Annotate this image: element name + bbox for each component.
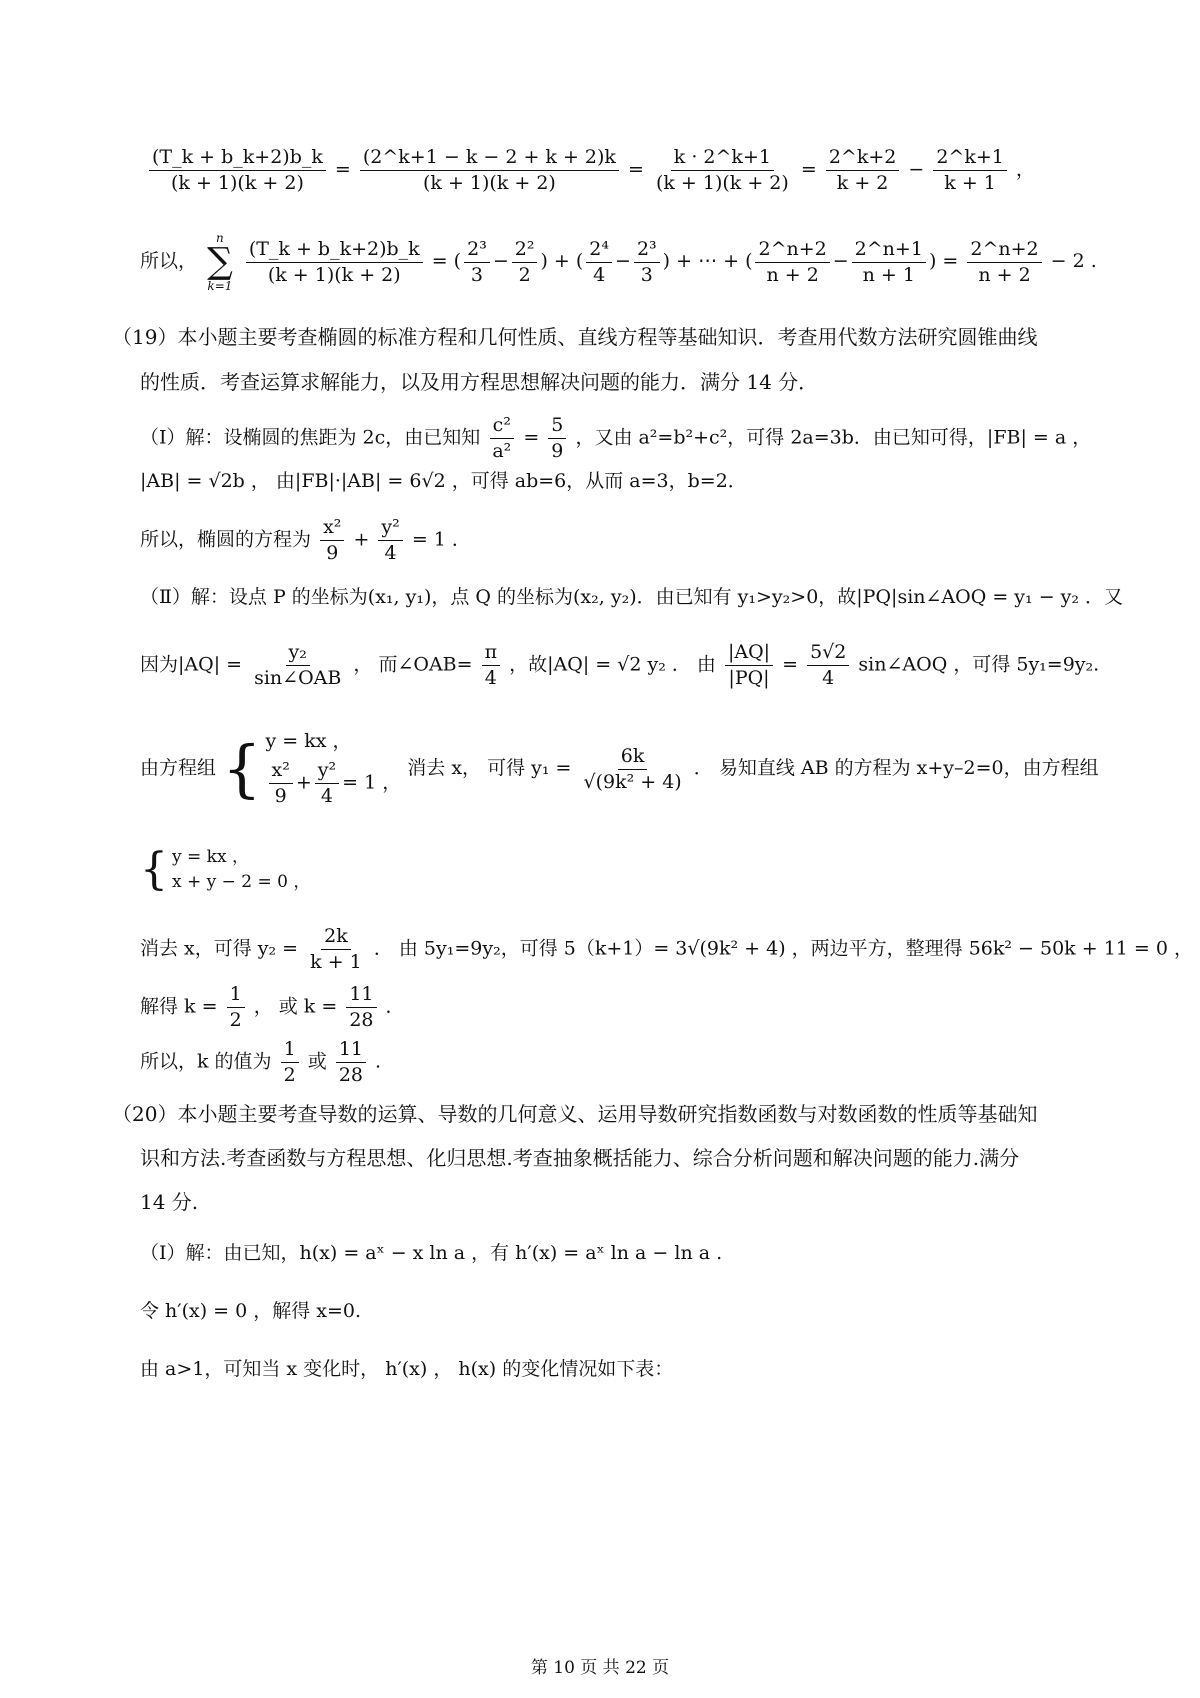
fraction: $\frac{(T\_k + b\_k+2)b\_k}{(k + 1)(k + 2)}$ — [246, 240, 423, 285]
equation-system: { y = kx ， x + y − 2 = 0 ， — [140, 844, 311, 895]
fraction: $\frac{1}{2}$ — [227, 985, 245, 1030]
q19-part2-line-2: 因为|AQ| = $\frac{\text{y₂}}{\text{sin∠OAB}}$ ， 而∠OAB= $\frac{\pi}{4}$ ，故|AQ| = √2 y₂ ． 由 $\frac{|AQ|}{|PQ|}$ = $\frac{5√2}{4}$ sin∠AOQ ，可得 5y₁=9y₂. — [140, 641, 1100, 689]
q20-heading-line-1: （20）本小题主要考查导数的运算、导数的几何意义、运用导数研究指数函数与对数函数的性质等基础知 — [112, 1102, 1038, 1126]
q20-part1-line-3: 由 a>1，可知当 x 变化时， h′(x) ， h(x) 的变化情况如下表： — [140, 1358, 674, 1380]
fraction: $\frac{1}{2}$ — [281, 1040, 299, 1085]
q20-part1-line-1: （Ⅰ）解：由已知，h(x) = aˣ − x ln a ，有 h′(x) = aˣ ln a − ln a . — [140, 1242, 723, 1264]
equation-line-2: 所以， n ∑ k=1 $\frac{(T\_k + b\_k+2)b\_k}{(k + 1)(k + 2)}$ = ( $\frac{\text{2³}}{3}$ − $\frac{\text{2²}}{2}$ ) + ( $\frac{\text{2⁴}}{4}$ − $\frac{\text{2³}}{3}$ ) + ⋯ + ( $\frac{2\^{}n+2}{n + 2}$ − $\frac{2\^{}n+1}{n + 1}$ ) = $\frac{2\^{}n+2}{n + 2}$ − 2 . — [140, 231, 1097, 293]
q19-part2-line-7: 所以，k 的值为 $\frac{1}{2}$ 或 $\frac{11}{28}$ . — [140, 1038, 382, 1086]
fraction: $\frac{2\^{}n+2}{n + 2}$ — [967, 240, 1041, 285]
fraction: $\frac{(T\_k + b\_k+2)b\_k}{(k + 1)(k + 2)}$ — [149, 148, 326, 193]
fraction: $\frac{11}{28}$ — [346, 985, 376, 1030]
q20-heading-line-3: 14 分. — [140, 1190, 199, 1214]
fraction: $\frac{5}{9}$ — [548, 416, 566, 461]
fraction: $\frac{k \cdot 2\^{}k+1}{(k + 1)(k + 2)}$ — [655, 146, 789, 194]
q20-heading-line-2: 识和方法.考查函数与方程思想、化归思想.考查抽象概括能力、综合分析问题和解决问题的能力.满分 — [140, 1146, 1020, 1170]
q19-part2-line-1: （Ⅱ）解：设点 P 的坐标为(x₁, y₁)，点 Q 的坐标为(x₂, y₂)．由已知有 y₁>y₂>0，故|PQ|sin∠AOQ = y₁ − y₂ ．又 — [140, 586, 1124, 608]
q19-part2-line-5: 消去 x，可得 y₂ = $\frac{2k}{k + 1}$ ． 由 5y₁=9y₂，可得 5（k+1）= 3√(9k² + 4) ，两边平方，整理得 56k² − 50k + 11 = 0 ， — [140, 925, 1194, 973]
q19-part1-line-1: （Ⅰ）解：设椭圆的焦距为 2c，由已知知 $\frac{\text{c²}}{\text{a²}}$ = $\frac{5}{9}$ ，又由 a²=b²+c²，可得 2a=3b．由已知可得，|FB| = a ， — [140, 414, 1092, 462]
fraction: $\frac{|AQ|}{|PQ|}$ — [725, 643, 773, 688]
fraction: $\frac{\text{c²}}{\text{a²}}$ — [489, 416, 514, 461]
left-brace: { — [222, 732, 262, 805]
sigma-symbol: ∑ — [207, 241, 233, 282]
fraction: $\frac{6k}{\text{√(9k² + 4)}}$ — [583, 744, 682, 793]
fraction: $\frac{2k}{k + 1}$ — [310, 925, 362, 973]
fraction: $\frac{(2\^{}k+1 - k - 2 + k + 2)k}{(k + 1)(k + 2)}$ — [360, 148, 619, 193]
fraction: $\frac{\text{y²}}{4}$ — [378, 518, 402, 563]
fraction: $\frac{\text{2²}}{2}$ — [512, 240, 538, 285]
fraction: $\frac{\text{2³}}{3}$ — [634, 240, 660, 285]
q19-part1-line-2: |AB| = √2b ， 由|FB|·|AB| = 6√2 ，可得 ab=6，从而 a=3，b=2． — [140, 470, 747, 492]
fraction: $\frac{\text{2⁴}}{4}$ — [586, 240, 612, 285]
fraction: $\frac{5√2}{4}$ — [807, 643, 849, 688]
fraction: $\frac{2\^{}k+1}{k + 1}$ — [933, 148, 1007, 193]
equation-line-1: $\frac{(T\_k + b\_k+2)b\_k}{(k + 1)(k + 2)}$ = $\frac{(2\^{}k+1 - k - 2 + k + 2)k}{(k + 1)(k + 2)}$ = $\frac{k \cdot 2\^{}k+1}{(k + 1)(k + 2)}$ = $\frac{2\^{}k+2}{k + 2}$ − $\frac{2\^{}k+1}{k + 1}$ ， — [146, 148, 1035, 193]
q19-part1-line-3: 所以，椭圆的方程为 $\frac{\text{x²}}{9}$ + $\frac{\text{y²}}{4}$ = 1 ． — [140, 516, 471, 564]
fraction: $\frac{2\^{}n+1}{n + 1}$ — [852, 240, 926, 285]
q19-part2-line-3: 由方程组 { y = kx ， $\frac{\text{x²}}{9}$ + $\frac{\text{y²}}{4}$ = 1 ， 消去 x， 可得 y₁ = $\frac{6k}{\text{√(9k² + 4)}}$ ． 易知直线 AB 的方程为 x+y–2=0，由方程组 — [140, 730, 1099, 807]
q19-part2-line-6: 解得 k = $\frac{1}{2}$ ， 或 k = $\frac{11}{28}$ ． — [140, 983, 405, 1031]
page-footer: 第 10 页 共 22 页 — [530, 1658, 670, 1678]
fraction: $\frac{\text{y²}}{4}$ — [315, 761, 339, 806]
q20-part1-line-2: 令 h′(x) = 0 ，解得 x=0. — [140, 1300, 362, 1322]
fraction: $\frac{2\^{}k+2}{k + 2}$ — [826, 148, 900, 193]
fraction: $\frac{\text{y₂}}{\text{sin∠OAB}}$ — [254, 641, 342, 689]
q19-heading-line-2: 的性质．考查运算求解能力，以及用方程思想解决问题的能力．满分 14 分． — [140, 370, 819, 394]
fraction: $\frac{11}{28}$ — [336, 1040, 366, 1085]
equation-system: { y = kx ， $\frac{\text{x²}}{9}$ + $\frac{\text{y²}}{4}$ = 1 ， — [222, 730, 402, 807]
left-brace: { — [140, 844, 168, 895]
fraction: $\frac{\pi}{4}$ — [482, 643, 501, 688]
q19-part2-line-4 — [140, 844, 311, 895]
fraction: $\frac{\text{x²}}{9}$ — [269, 761, 293, 806]
summation: n ∑ k=1 — [207, 231, 233, 293]
fraction: $\frac{\text{2³}}{3}$ — [464, 240, 490, 285]
fraction: $\frac{2\^{}n+2}{n + 2}$ — [755, 240, 829, 285]
q19-heading-line-1: （19）本小题主要考查椭圆的标准方程和几何性质、直线方程等基础知识．考查用代数方法研究圆锥曲线 — [112, 325, 1038, 349]
fraction: $\frac{\text{x²}}{9}$ — [320, 518, 344, 563]
